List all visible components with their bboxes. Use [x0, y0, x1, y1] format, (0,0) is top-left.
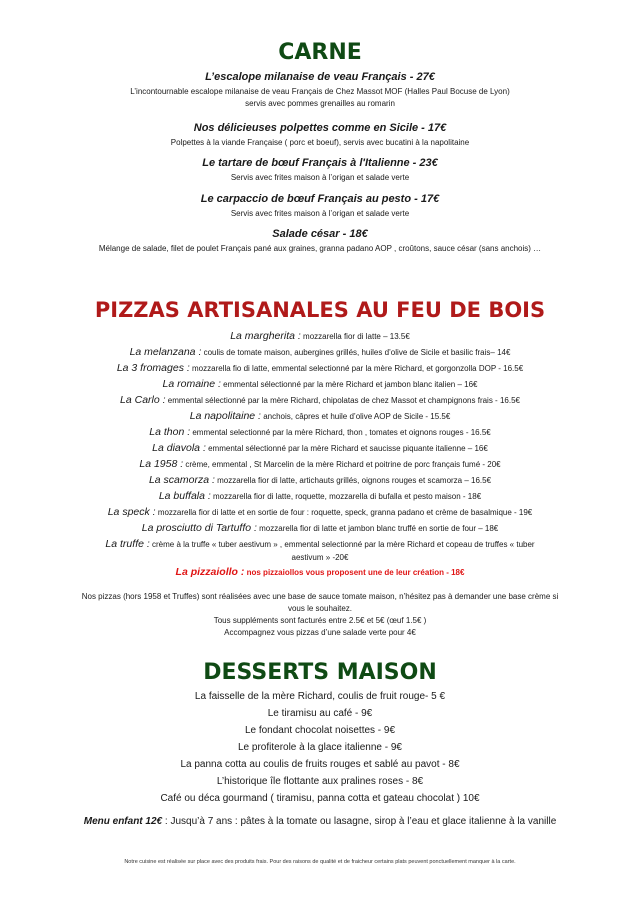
- pizza-desc: emmental selectionné par la mère Richard, thon , tomates et oignons rouges - 16.5€: [190, 428, 491, 437]
- pizza-name: La 3 fromages :: [116, 362, 190, 374]
- section-title-carne: CARNE: [278, 40, 362, 65]
- pizza-desc: mozzarella fior di latte et jambon blanc truffé en sortie de four – 18€: [256, 524, 499, 533]
- section-title-desserts: DESSERTS MAISON: [203, 660, 437, 685]
- pizza-item: [0, 426, 640, 439]
- dish-title: Le carpaccio de bœuf Français au pesto - 17€: [200, 193, 440, 205]
- footer-note: Notre cuisine est réalisée sur place avec des produits frais. Pour des raisons de qualité et de fraicheur certains plats peuvent ponctuellement manquer à la carte.: [124, 859, 516, 865]
- pizza-name: La napolitaine :: [189, 410, 261, 422]
- dish-desc: Servis avec frites maison à l’origan et salade verte: [230, 173, 410, 182]
- pizza-desc: anchois, câpres et huile d’olive AOP de Sicile - 15.5€: [260, 412, 451, 421]
- pizza-name: La margherita :: [230, 330, 301, 342]
- pizza-name: La speck :: [107, 506, 156, 518]
- dish-title: Nos délicieuses polpettes comme en Sicile - 17€: [193, 122, 447, 134]
- dish-title: Le tartare de bœuf Français à l'Italienne - 23€: [202, 157, 438, 169]
- section-title-pizzas: PIZZAS ARTISANALES AU FEU DE BOIS: [94, 298, 546, 322]
- pizza-note: vous le souhaitez.: [287, 604, 353, 613]
- dish-desc: L’incontournable escalope milanaise de veau Français de Chez Massot MOF (Halles Paul Bocuse de Lyon): [130, 87, 510, 96]
- dessert-item: L’historique île flottante aux pralines roses - 8€: [216, 776, 424, 787]
- pizza-name: La scamorza :: [148, 474, 215, 486]
- pizza-item: [0, 522, 640, 535]
- pizza-item: [0, 346, 640, 359]
- pizza-item: [0, 442, 640, 455]
- dessert-item: Le fondant chocolat noisettes - 9€: [244, 725, 396, 736]
- dessert-item: La faisselle de la mère Richard, coulis de fruit rouge- 5 €: [194, 691, 446, 702]
- pizza-note: Nos pizzas (hors 1958 et Truffes) sont réalisées avec une base de sauce tomate maison, n’hésitez pas à demander une base crème si: [81, 592, 559, 601]
- dish-desc: Servis avec frites maison à l’origan et salade verte: [230, 209, 410, 218]
- pizza-desc: mozzarella fior di latte, roquette, mozzarella di bufalla et pesto maison - 18€: [210, 492, 482, 501]
- pizza-special: [0, 566, 640, 579]
- dish-desc: Polpettes à la viande Française ( porc et boeuf), servis avec bucatini à la napolitaine: [170, 138, 470, 147]
- dessert-item: Café ou déca gourmand ( tiramisu, panna cotta et gateau chocolat ) 10€: [160, 793, 480, 804]
- pizza-note: Tous suppléments sont facturés entre 2.5€ et 5€ (œuf 1.5€ ): [213, 616, 427, 625]
- pizza-name: La diavola :: [152, 442, 206, 454]
- pizza-item: [0, 506, 640, 519]
- pizza-desc: coulis de tomate maison, aubergines grillés, huiles d’olive de Sicile et basilic frais– 14€: [201, 348, 511, 357]
- pizza-name: La Carlo :: [120, 394, 166, 406]
- pizza-desc: crème, emmental , St Marcelin de la mère Richard et poitrine de porc français fumé - 20€: [183, 460, 501, 469]
- pizza-item: [0, 458, 640, 471]
- pizza-desc: mozzarella fior di latte et en sortie de four : roquette, speck, granna padano et crème de basalmique - 19€: [155, 508, 533, 517]
- pizza-desc: nos pizzaiollos vous proposent une de leur création - 18€: [244, 568, 465, 577]
- pizza-desc: mozzarella fio di latte, emmental selectionné par la mère Richard, et gorgonzolla DOP - 16.5€: [189, 364, 524, 373]
- dish-title: Salade césar - 18€: [272, 228, 368, 240]
- dessert-item: Le tiramisu au café - 9€: [267, 708, 373, 719]
- pizza-desc: mozzarella fior di latte – 13.5€: [300, 332, 410, 341]
- pizza-item: [0, 410, 640, 423]
- pizza-desc: emmental sélectionné par la mère Richard et jambon blanc italien – 16€: [220, 380, 478, 389]
- dish-desc: servis avec pommes grenailles au romarin: [245, 99, 395, 108]
- pizza-desc: emmental sélectionné par la mère Richard et saucisse piquante italienne – 16€: [205, 444, 488, 453]
- pizza-desc-cont: aestivum » -20€: [291, 553, 349, 562]
- pizza-name: La prosciutto di Tartuffo :: [141, 522, 257, 534]
- pizza-desc: emmental sélectionné par la mère Richard, chipolatas de chez Massot et champignons frais - 16.5€: [165, 396, 520, 405]
- pizza-name: La pizzaiollo :: [175, 566, 245, 578]
- pizza-item: [0, 490, 640, 503]
- kids-menu-label: Menu enfant 12€: [83, 816, 163, 827]
- pizza-name: La 1958 :: [139, 458, 184, 470]
- pizza-note: Accompagnez vous pizzas d’une salade verte pour 4€: [224, 628, 416, 637]
- dessert-item: La panna cotta au coulis de fruits rouges et sablé au pavot - 8€: [180, 759, 460, 770]
- kids-menu: [0, 816, 640, 827]
- kids-menu-text: : Jusqu’à 7 ans : pâtes à la tomate ou lasagne, sirop à l’eau et glace italienne à la vanille: [162, 816, 557, 827]
- pizza-item: [0, 362, 640, 375]
- pizza-item: [0, 394, 640, 407]
- pizza-item: [0, 474, 640, 487]
- pizza-desc: mozzarella fior di latte, artichauts grillés, oignons rouges et scamorza – 16.5€: [214, 476, 492, 485]
- pizza-desc: crème à la truffe « tuber aestivum » , emmental selectionné par la mère Richard et copeau de truffes « tuber: [149, 540, 535, 549]
- pizza-name: La melanzana :: [129, 346, 202, 358]
- pizza-item: [0, 538, 640, 551]
- pizza-item: [0, 330, 640, 343]
- pizza-name: La thon :: [149, 426, 191, 438]
- pizza-name: La truffe :: [105, 538, 150, 550]
- pizza-name: La buffala :: [158, 490, 211, 502]
- dish-desc: Mélange de salade, filet de poulet Français pané aux graines, granna padano AOP , croûtons, sauce césar (sans anchois) …: [98, 244, 542, 253]
- dish-title: L’escalope milanaise de veau Français - 27€: [205, 71, 435, 83]
- pizza-item: [0, 378, 640, 391]
- dessert-item: Le profiterole à la glace italienne - 9€: [238, 742, 402, 753]
- pizza-name: La romaine :: [162, 378, 221, 390]
